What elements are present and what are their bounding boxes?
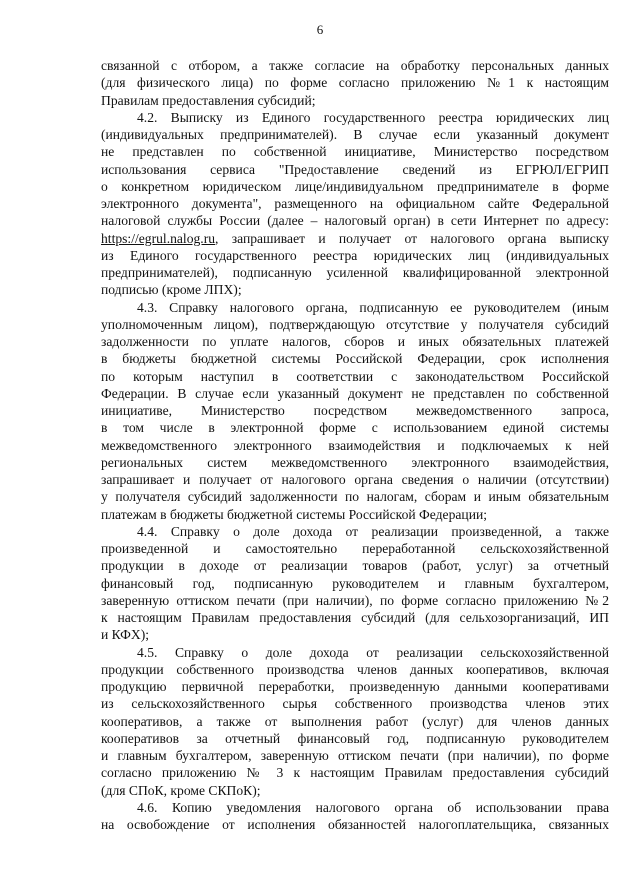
- text-line: подписью (кроме ЛПХ);: [101, 282, 242, 298]
- text-line: налоговой службы России (далее – налоговый орган) в сети Интернет по адресу:: [101, 213, 609, 229]
- text-line: [101, 230, 609, 247]
- text-line: Правилам предоставления субсидий;: [101, 92, 316, 108]
- text-line: (для СПоК, кроме СКПоК);: [101, 782, 261, 798]
- text-line: межведомственного электронного взаимодействия и подключаемых к ней: [101, 437, 609, 453]
- text-line: 4.6. Копию уведомления налогового органа об использовании права: [137, 799, 609, 815]
- page-number: 6: [316, 22, 324, 37]
- text-line: продукцию первичной переработки, произведенную данными кооперативами: [101, 679, 609, 694]
- text-line: заверенную оттиском печати (при наличии), по форме согласно приложению №2: [101, 592, 609, 608]
- text-line: из Единого государственного реестра юридических лиц (индивидуальных: [101, 247, 609, 263]
- text-line: платежам в бюджеты бюджетной системы Российской Федерации;: [101, 506, 488, 522]
- text-line: задолженности по уплате налогов, сборов и иных обязательных платежей: [101, 334, 609, 349]
- text-line: инициативе, Министерство посредством межведомственного запроса,: [101, 403, 609, 418]
- text-line: и главным бухгалтером, заверенную оттиском печати (при наличии), по форме: [101, 748, 609, 763]
- text-line: запрашивает и получает от налогового органа сведения о наличии (отсутствии): [101, 472, 609, 487]
- text-line-rest: , запрашивает и получает от налогового органа выписку: [215, 230, 609, 246]
- text-line: электронного документа", размещенного на официальном сайте Федеральной: [101, 196, 609, 211]
- text-line: предпринимателей), подписанную усиленной квалифицированной электронной: [101, 265, 609, 280]
- text-line: кооперативов, а также от выполнения работ (услуг) для членов данных: [101, 713, 609, 729]
- text-line: (индивидуальных предпринимателей). В случае если указанный документ: [101, 127, 609, 142]
- text-line: в том числе в электронной форме с использованием единой системы: [101, 420, 609, 436]
- text-line: региональных систем межведомственного электронного взаимодействия,: [101, 454, 609, 470]
- text-line: у получателя субсидий задолженности по налогам, сборам и иным обязательным: [101, 489, 609, 505]
- text-line: уполномоченным лицом), подтверждающую отсутствие у получателя субсидий: [101, 316, 609, 332]
- text-line: продукции собственного производства членов данных кооперативов, включая: [101, 661, 609, 677]
- text-line: 4.4. Справку о доле дохода от реализации произведенной, а также: [137, 523, 609, 539]
- text-line: и КФХ);: [101, 627, 150, 643]
- text-line: согласно приложению № 3 к настоящим Правилам предоставления субсидий: [101, 765, 609, 781]
- text-line: на освобождение от исполнения обязанностей налогоплательщика, связанных: [101, 817, 609, 832]
- text-line: по которым наступил в соответствии с законодательством Российской: [101, 368, 609, 384]
- document-body: [101, 57, 609, 833]
- text-line: 4.2. Выписку из Единого государственного реестра юридических лиц: [137, 109, 609, 125]
- text-line: о конкретном юридическом лице/индивидуальном предпринимателе в форме: [101, 178, 609, 194]
- egrul-link[interactable]: https://egrul.nalog.ru: [101, 230, 216, 246]
- text-line: не представлен по собственной инициативе, Министерство посредством: [101, 144, 609, 160]
- text-line: (для физического лица) по форме согласно приложению №1 к настоящим: [101, 75, 609, 91]
- text-line: в бюджеты бюджетной системы Российской Федерации, срок исполнения: [101, 351, 609, 367]
- text-line: 4.3. Справку налогового органа, подписанную ее руководителем (иным: [137, 299, 609, 315]
- text-line: к настоящим Правилам предоставления субсидий (для сельхозорганизаций, ИП: [101, 610, 609, 625]
- text-line: продукции в доходе от реализации товаров (работ, услуг) за отчетный: [101, 558, 609, 574]
- text-line: произведенной и самостоятельно переработанной сельскохозяйственной: [101, 541, 609, 556]
- text-line: Федерации. В случае если указанный документ не представлен по собственной: [101, 385, 609, 401]
- text-line: кооперативов за отчетный финансовый год, подписанную руководителем: [101, 730, 609, 746]
- text-line: использования сервиса "Предоставление сведений из ЕГРЮЛ/ЕГРИП: [101, 161, 609, 177]
- text-line: связанной с отбором, а также согласие на обработку персональных данных: [101, 58, 609, 73]
- text-line: из сельскохозяйственного сырья собственного производства членов этих: [101, 696, 609, 712]
- text-line: финансовый год, подписанную руководителем и главным бухгалтером,: [101, 575, 609, 591]
- text-line: 4.5. Справку о доле дохода от реализации сельскохозяйственной: [137, 644, 609, 660]
